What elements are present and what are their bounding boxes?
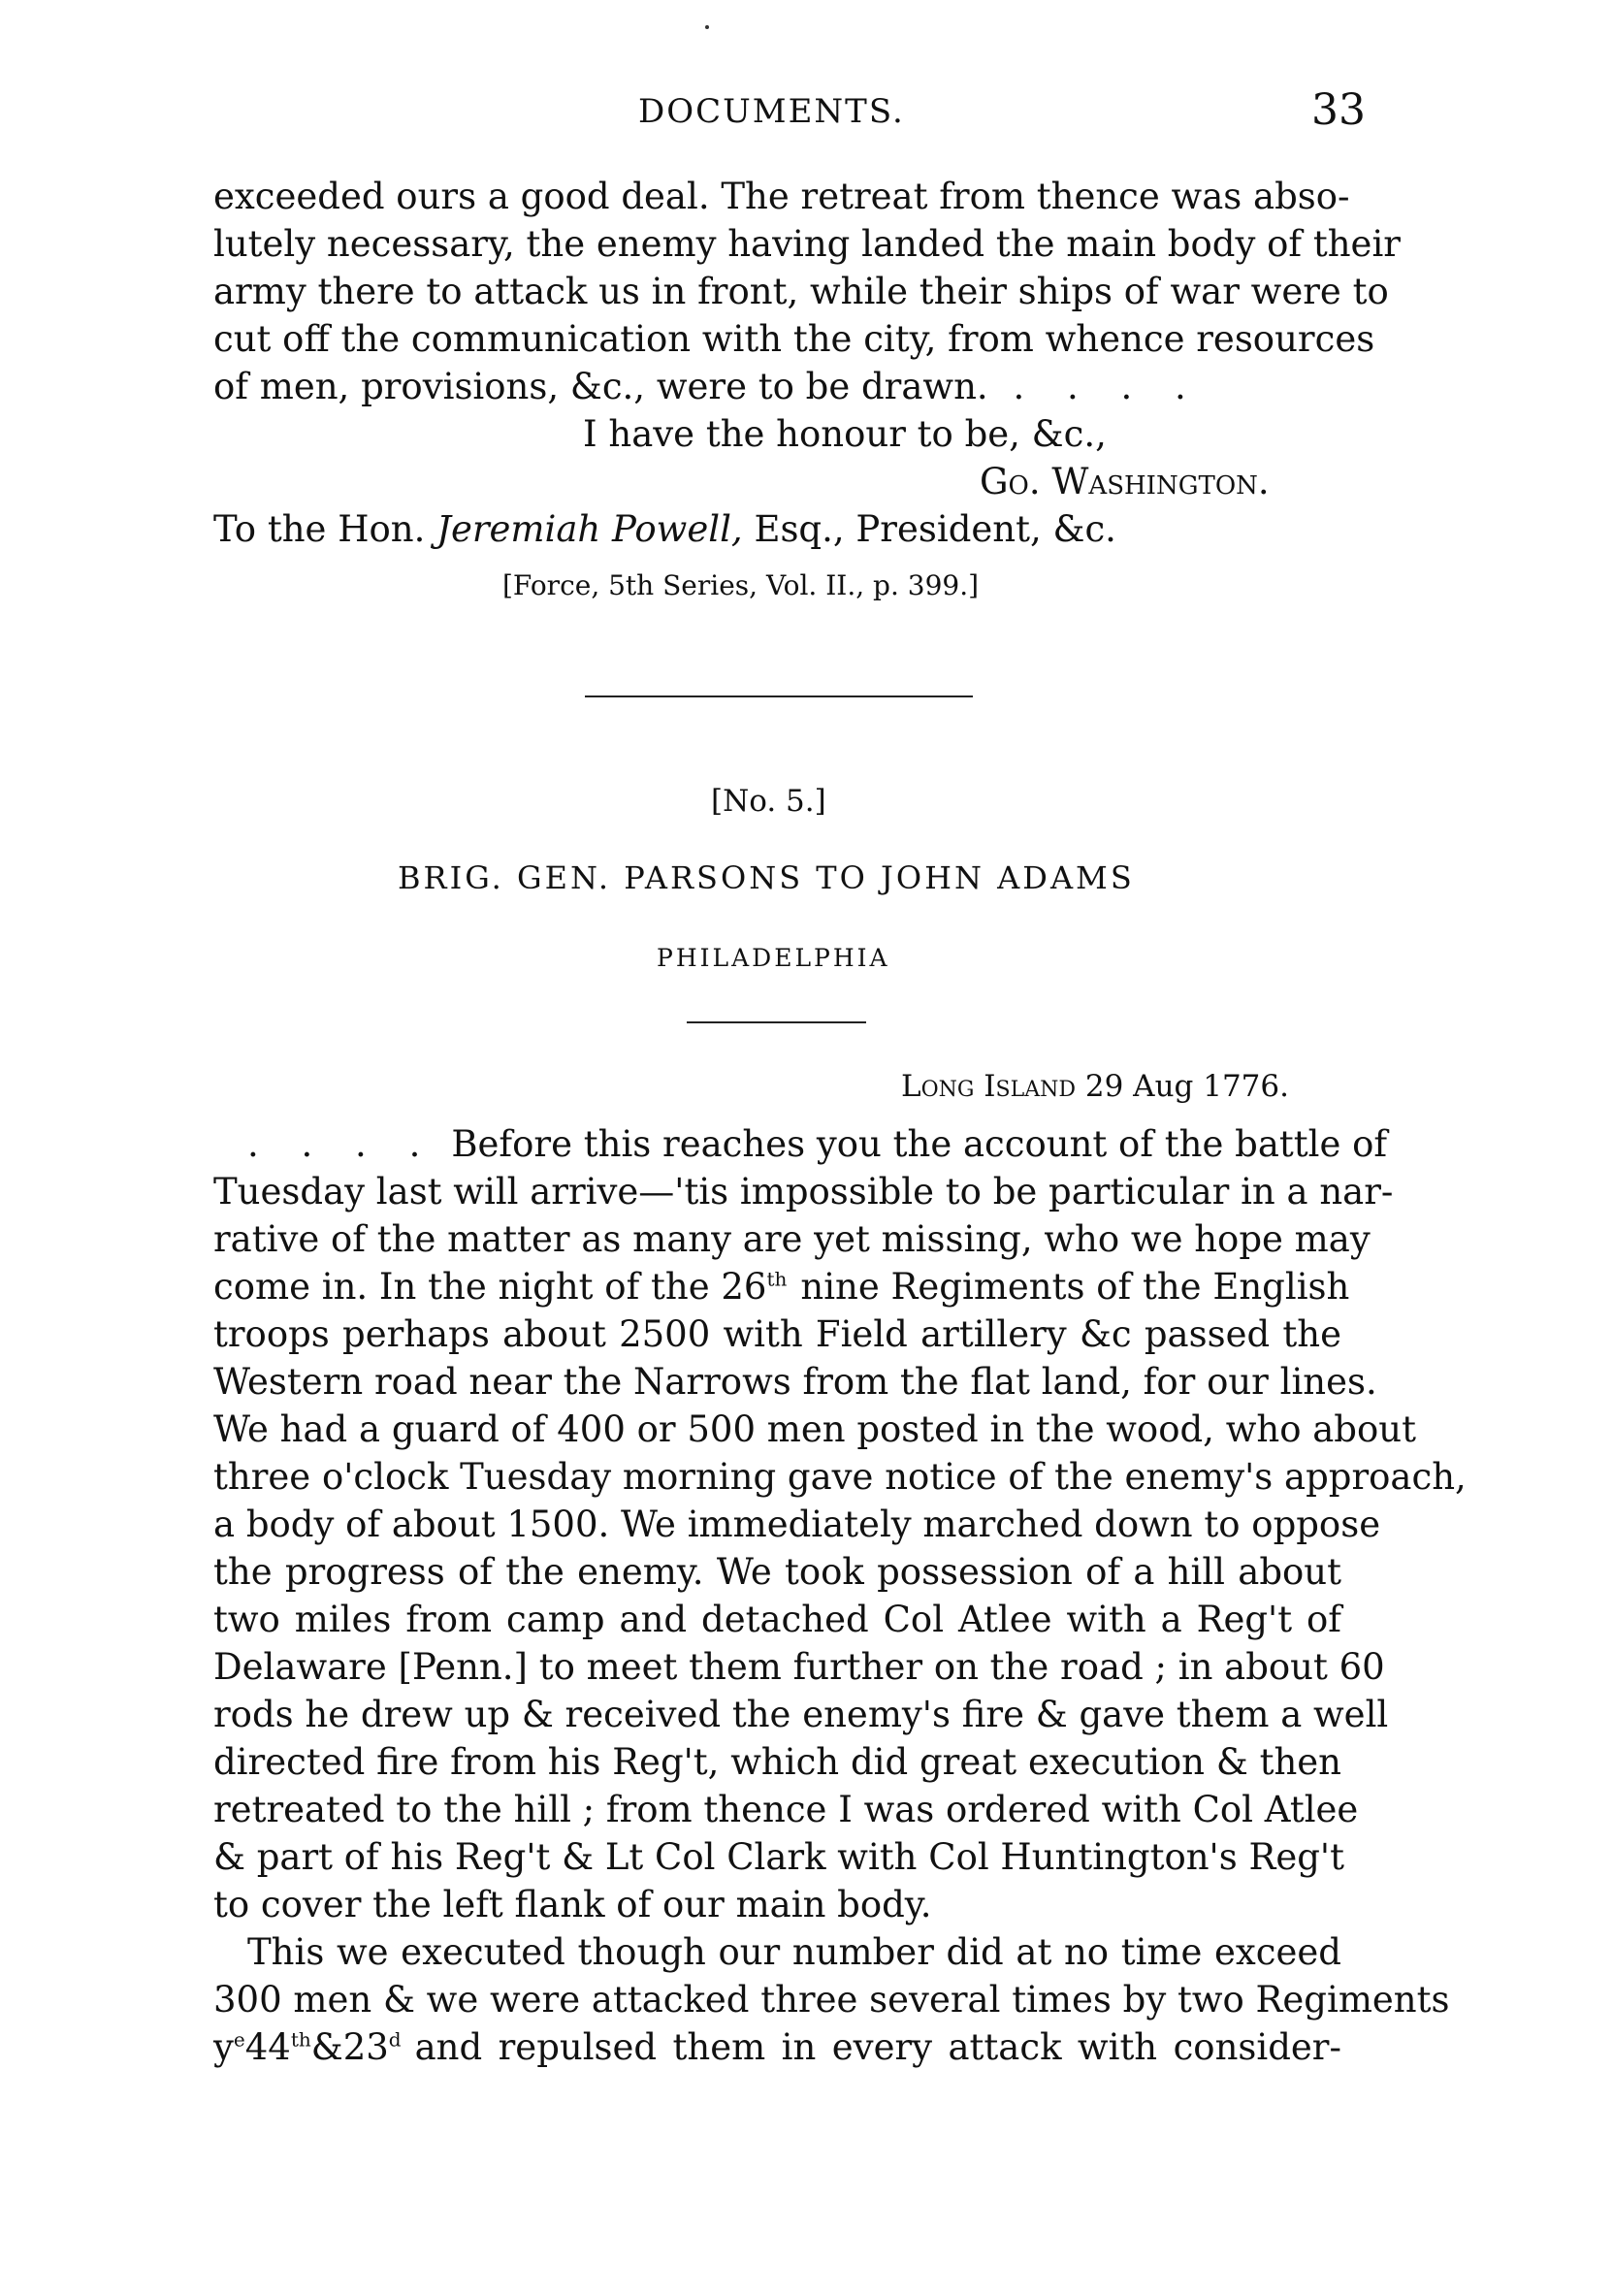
body-line: troops perhaps about 2500 with Field artillery &c passed the bbox=[213, 1313, 1341, 1355]
body-line: We had a guard of 400 or 500 men posted in the wood, who about bbox=[213, 1408, 1416, 1450]
body-line: Delaware [Penn.] to meet them further on the road ; in about 60 bbox=[213, 1646, 1385, 1688]
body-line bbox=[213, 363, 1202, 410]
closing-salutation: I have the honour to be, &c., bbox=[583, 413, 1107, 455]
body-line: lutely necessary, the enemy having landed the main body of their bbox=[213, 223, 1401, 265]
body-line: the progress of the enemy. We took possession of a hill about bbox=[213, 1551, 1341, 1593]
ellipsis: . . . . bbox=[247, 1123, 436, 1165]
dateline bbox=[901, 1069, 1289, 1104]
body-line: rative of the matter as many are yet missing, who we hope may bbox=[213, 1218, 1371, 1260]
superscript: th bbox=[766, 1267, 788, 1291]
document-title: BRIG. GEN. PARSONS TO JOHN ADAMS bbox=[398, 859, 1135, 896]
dateline-place: Long Island bbox=[901, 1069, 1077, 1104]
body-line-text: Before this reaches you the account of the battle of bbox=[451, 1123, 1388, 1165]
regiment-number: 44 bbox=[244, 2026, 291, 2068]
source-citation: [Force, 5th Series, Vol. II., p. 399.] bbox=[502, 569, 980, 601]
signature: Go. Washington. bbox=[980, 461, 1270, 502]
body-line-segment bbox=[213, 2023, 245, 2071]
body-line: retreated to the hill ; from thence I was ordered with Col Atlee bbox=[213, 1789, 1359, 1830]
body-line-segment: and repulsed them in every attack with consider- bbox=[414, 2026, 1341, 2068]
body-line-segment bbox=[343, 2023, 402, 2071]
body-line: exceeded ours a good deal. The retreat from thence was abso- bbox=[213, 176, 1350, 217]
body-line-segment: nine Regiments of the English bbox=[800, 1266, 1350, 1308]
running-header: DOCUMENTS. bbox=[638, 92, 905, 131]
body-line: army there to attack us in front, while their ships of war were to bbox=[213, 271, 1389, 312]
body-line-segment bbox=[245, 2023, 311, 2071]
body-line bbox=[213, 1263, 1350, 1310]
body-line: & part of his Reg't & Lt Col Clark with Col Huntington's Reg't bbox=[213, 1836, 1344, 1878]
address-prefix: To the Hon. bbox=[213, 508, 426, 550]
body-line-segment: come in. In the night of the 26 bbox=[213, 1266, 767, 1308]
superscript: d bbox=[388, 2027, 402, 2052]
body-line: cut off the communication with the city, from whence resources bbox=[213, 318, 1375, 360]
address-name: Jeremiah Powell, bbox=[436, 508, 743, 550]
section-divider bbox=[585, 695, 973, 697]
body-line: a body of about 1500. We immediately marched down to oppose bbox=[213, 1504, 1381, 1545]
body-line bbox=[247, 1120, 1388, 1168]
body-line: three o'clock Tuesday morning gave notice of the enemy's approach, bbox=[213, 1456, 1467, 1498]
superscript: th bbox=[290, 2027, 311, 2052]
body-line: 300 men & we were attacked three several times by two Regiments bbox=[213, 1979, 1450, 2021]
stray-dot bbox=[705, 25, 709, 29]
ampersand: & bbox=[310, 2026, 343, 2068]
address-line bbox=[213, 505, 1116, 553]
page-number: 33 bbox=[1311, 85, 1366, 135]
ellipsis: . . . . bbox=[1013, 366, 1202, 407]
address-suffix: Esq., President, &c. bbox=[754, 508, 1116, 550]
abbrev-ye: y bbox=[213, 2026, 234, 2068]
body-line bbox=[213, 2023, 1341, 2071]
body-line: two miles from camp and detached Col Atlee with a Reg't of bbox=[213, 1599, 1341, 1640]
body-line: Tuesday last will arrive—'tis impossible to be particular in a nar- bbox=[213, 1171, 1394, 1213]
body-line: Western road near the Narrows from the flat land, for our lines. bbox=[213, 1361, 1377, 1403]
document-number: [No. 5.] bbox=[711, 784, 826, 819]
body-line-text bbox=[213, 1263, 787, 1310]
dateline-date: 29 Aug 1776. bbox=[1084, 1069, 1289, 1104]
body-line: to cover the left flank of our main body. bbox=[213, 1884, 932, 1925]
body-line-text: of men, provisions, &c., were to be drawn. bbox=[213, 366, 988, 407]
body-line: rods he drew up & received the enemy's fire & gave them a well bbox=[213, 1694, 1389, 1735]
heading-divider bbox=[687, 1021, 866, 1023]
body-line: directed fire from his Reg't, which did great execution & then bbox=[213, 1741, 1341, 1783]
superscript: e bbox=[233, 2027, 245, 2052]
regiment-number: 23 bbox=[342, 2026, 389, 2068]
body-line: This we executed though our number did at no time exceed bbox=[247, 1931, 1341, 1973]
document-place: PHILADELPHIA bbox=[657, 944, 890, 972]
